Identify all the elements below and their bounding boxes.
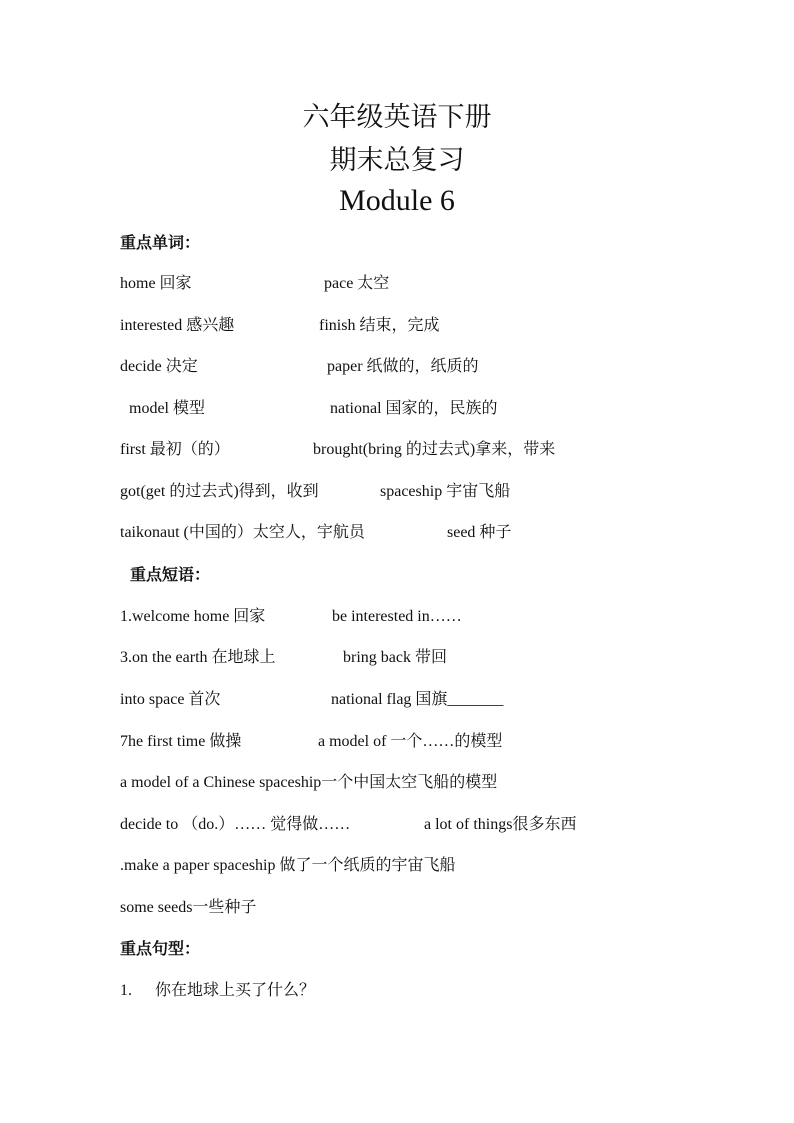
- words-heading: 重点单词：: [120, 233, 201, 252]
- phrase-left: .make a paper spaceship 做了一个纸质的宇宙飞船: [120, 857, 456, 874]
- word-right: pace 太空: [324, 275, 390, 292]
- phrase-left: 3.on the earth 在地球上: [120, 649, 276, 666]
- word-row: [0, 356, 794, 378]
- sentence-number: 1.: [120, 982, 132, 999]
- phrase-left: decide to （do.）…… 觉得做……: [120, 816, 351, 833]
- word-left: model 模型: [129, 400, 205, 417]
- phrase-row: [0, 606, 794, 628]
- phrase-row: [0, 647, 794, 669]
- word-left: taikonaut (中国的）太空人，宇航员: [120, 524, 365, 541]
- phrase-right: bring back 带回: [343, 649, 447, 666]
- word-row: [0, 522, 794, 544]
- phrase-left: 7he first time 做操: [120, 733, 242, 750]
- phrase-row: [0, 772, 794, 794]
- word-left: decide 决定: [120, 358, 198, 375]
- phrase-left: some seeds一些种子: [120, 899, 257, 916]
- word-row: [0, 398, 794, 420]
- phrase-right: national flag 国旗_______: [331, 691, 504, 708]
- word-right: spaceship 宇宙飞船: [380, 483, 511, 500]
- word-row: [0, 439, 794, 461]
- phrase-left: into space 首次: [120, 691, 221, 708]
- word-right: finish 结束，完成: [319, 317, 440, 334]
- phrase-row: [0, 897, 794, 919]
- document-subtitle: 期末总复习: [329, 145, 465, 176]
- phrase-row: [0, 731, 794, 753]
- word-right: brought(bring 的过去式)拿来，带来: [313, 441, 556, 458]
- word-right: paper 纸做的，纸质的: [327, 358, 479, 375]
- sentences-heading: 重点句型：: [120, 939, 201, 958]
- document-title: 六年级英语下册: [302, 102, 492, 133]
- word-left: interested 感兴趣: [120, 317, 235, 334]
- word-left: home 回家: [120, 275, 192, 292]
- sentence-row: [0, 980, 794, 1002]
- word-row: [0, 273, 794, 295]
- word-right: seed 种子: [447, 524, 512, 541]
- word-left: first 最初（的）: [120, 441, 230, 458]
- word-row: [0, 315, 794, 337]
- word-right: national 国家的，民族的: [330, 400, 498, 417]
- phrase-right: a lot of things很多东西: [424, 816, 577, 833]
- phrase-row: [0, 814, 794, 836]
- phrase-row: [0, 855, 794, 877]
- word-left: got(get 的过去式)得到，收到: [120, 483, 319, 500]
- word-row: [0, 481, 794, 503]
- sentence-text: 你在地球上买了什么？: [155, 982, 316, 999]
- phrase-row: [0, 689, 794, 711]
- module-heading: Module 6: [339, 184, 455, 217]
- phrases-heading: 重点短语：: [130, 565, 211, 584]
- phrase-left: 1.welcome home 回家: [120, 608, 266, 625]
- phrase-left: a model of a Chinese spaceship一个中国太空飞船的模型: [120, 774, 498, 791]
- phrase-right: be interested in……: [332, 608, 462, 625]
- phrase-right: a model of 一个……的模型: [318, 733, 503, 750]
